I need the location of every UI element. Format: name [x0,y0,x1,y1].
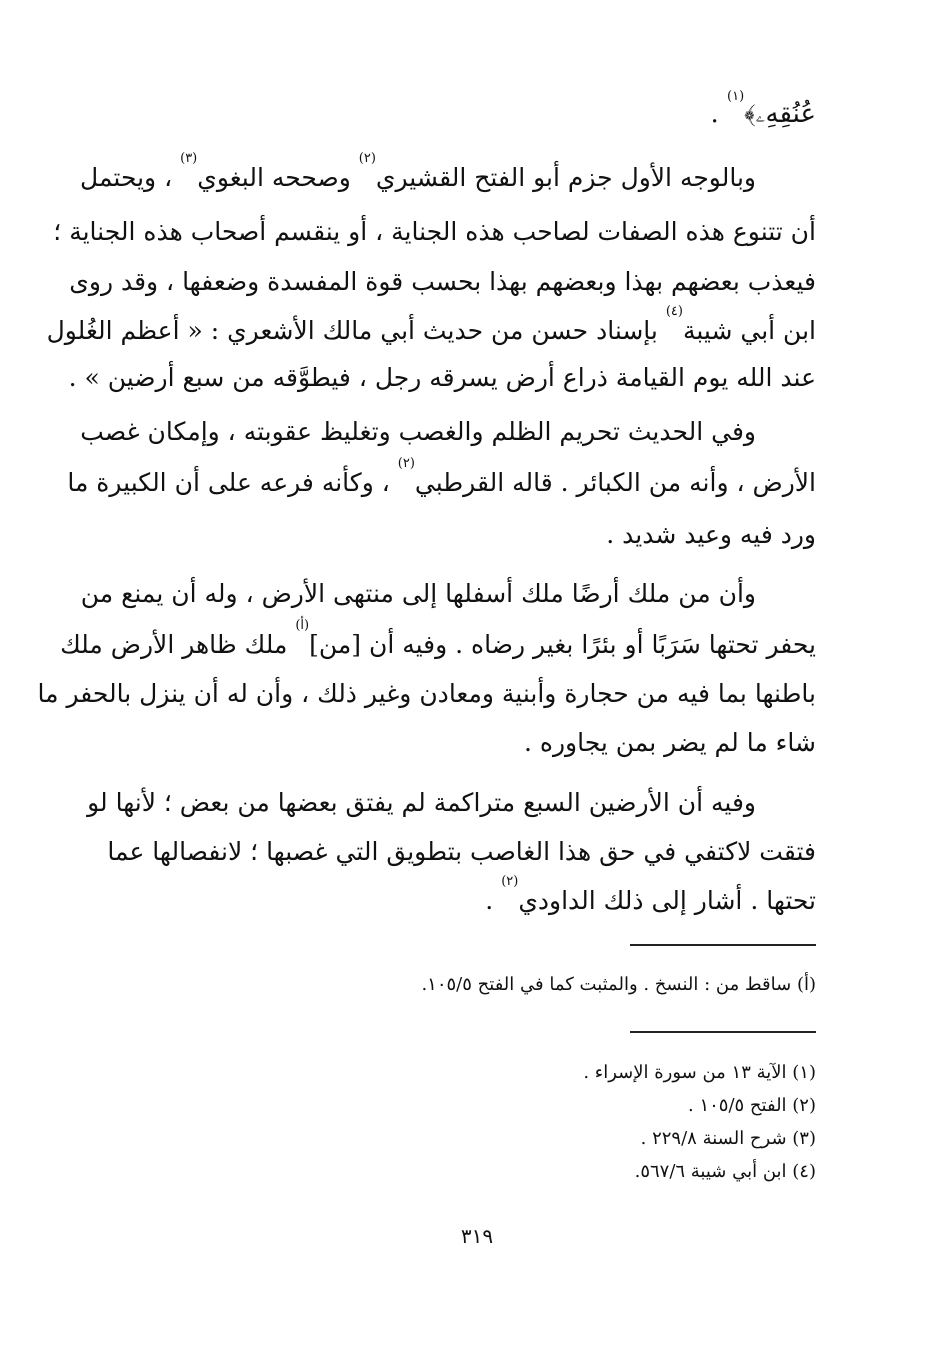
book-page [37,0,816,1357]
body-line: الأرض ، وأنه من الكبائر . قاله القرطبي$^{(٢)}$ ، وكأنه فرعه على أن الكبيرة ما [67,456,816,497]
footnote: (٢) الفتح ١٠٥/٥ . [687,1095,816,1116]
body-line: وفيه أن الأرضين السبع متراكمة لم يفتق بعضها من بعض ؛ لأنها لو [87,788,756,817]
footnote-rule [630,1031,816,1033]
variant-ref: (أ) [295,618,310,633]
body-line: وفي الحديث تحريم الظلم والغصب وتغليظ عقوبته ، وإمكان غصب [80,417,756,446]
body-line: وبالوجه الأول جزم أبو الفتح القشيري$^{(٢)}$ وصححه البغوي$^{(٣)}$ ، ويحتمل [80,151,756,192]
body-line: تحتها . أشار إلى ذلك الداودي$^{(٢)}$ . [485,874,816,915]
footnote: (٣) شرح السنة ٢٢٩/٨ . [640,1128,816,1149]
body-line: يحفر تحتها سَرَبًا أو بئرًا بغير رضاه . وفيه أن [من]$^{(أ)}$ ملك ظاهر الأرض ملك [60,618,816,659]
body-line: عند الله يوم القيامة ذراع أرض يسرقه رجل ، فيطوَّقه من سبع أرضين » . [68,363,816,392]
footnote: (١) الآية ١٣ من سورة الإسراء . [583,1062,816,1083]
page-number: ٣١٩ [460,1224,494,1248]
body-line: فتقت لاكتفي في حق هذا الغاصب بتطويق التي غصبها ؛ لانفصالها عما [107,837,816,866]
body-line: فيعذب بعضهم بهذا وبعضهم بهذا بحسب قوة المفسدة وضعفها ، وقد روى [69,267,816,296]
body-line: باطنها بما فيه من حجارة وأبنية ومعادن وغير ذلك ، وأن له أن ينزل بالحفر ما [37,679,816,708]
body-line: وأن من ملك أرضًا ملك أسفلها إلى منتهى الأرض ، وله أن يمنع من [80,579,756,608]
footnote-ref: (٢) [397,456,415,471]
verse-end-line [138,89,816,134]
variant-note: (أ) ساقط من : النسخ . والمثبت كما في الفتح ١٠٥/٥. [421,974,816,995]
verse-end-period: . [710,99,719,129]
footnote-ref: (٢) [358,151,376,166]
footnote-ref: (١) [727,89,745,104]
footnote-ref: (٣) [180,151,198,166]
footnote-ref: (٢) [501,874,519,889]
body-line: ورد فيه وعيد شديد . [606,520,816,549]
variant-rule [630,944,816,946]
footnote: (٤) ابن أبي شيبة ٥٦٧/٦. [634,1161,816,1182]
body-line: شاء ما لم يضر بمن يجاوره . [523,728,816,757]
body-line: ابن أبي شيبة$^{(٤)}$ بإسناد حسن من حديث أبي مالك الأشعري : « أعظم الغُلول [46,304,816,345]
footnote-ref: (٤) [665,304,683,319]
body-line: أن تتنوع هذه الصفات لصاحب هذه الجناية ، أو ينقسم أصحاب هذه الجناية ؛ [53,217,816,246]
verse-end-text: عُنُقِهِۦ﴾ [744,99,816,129]
